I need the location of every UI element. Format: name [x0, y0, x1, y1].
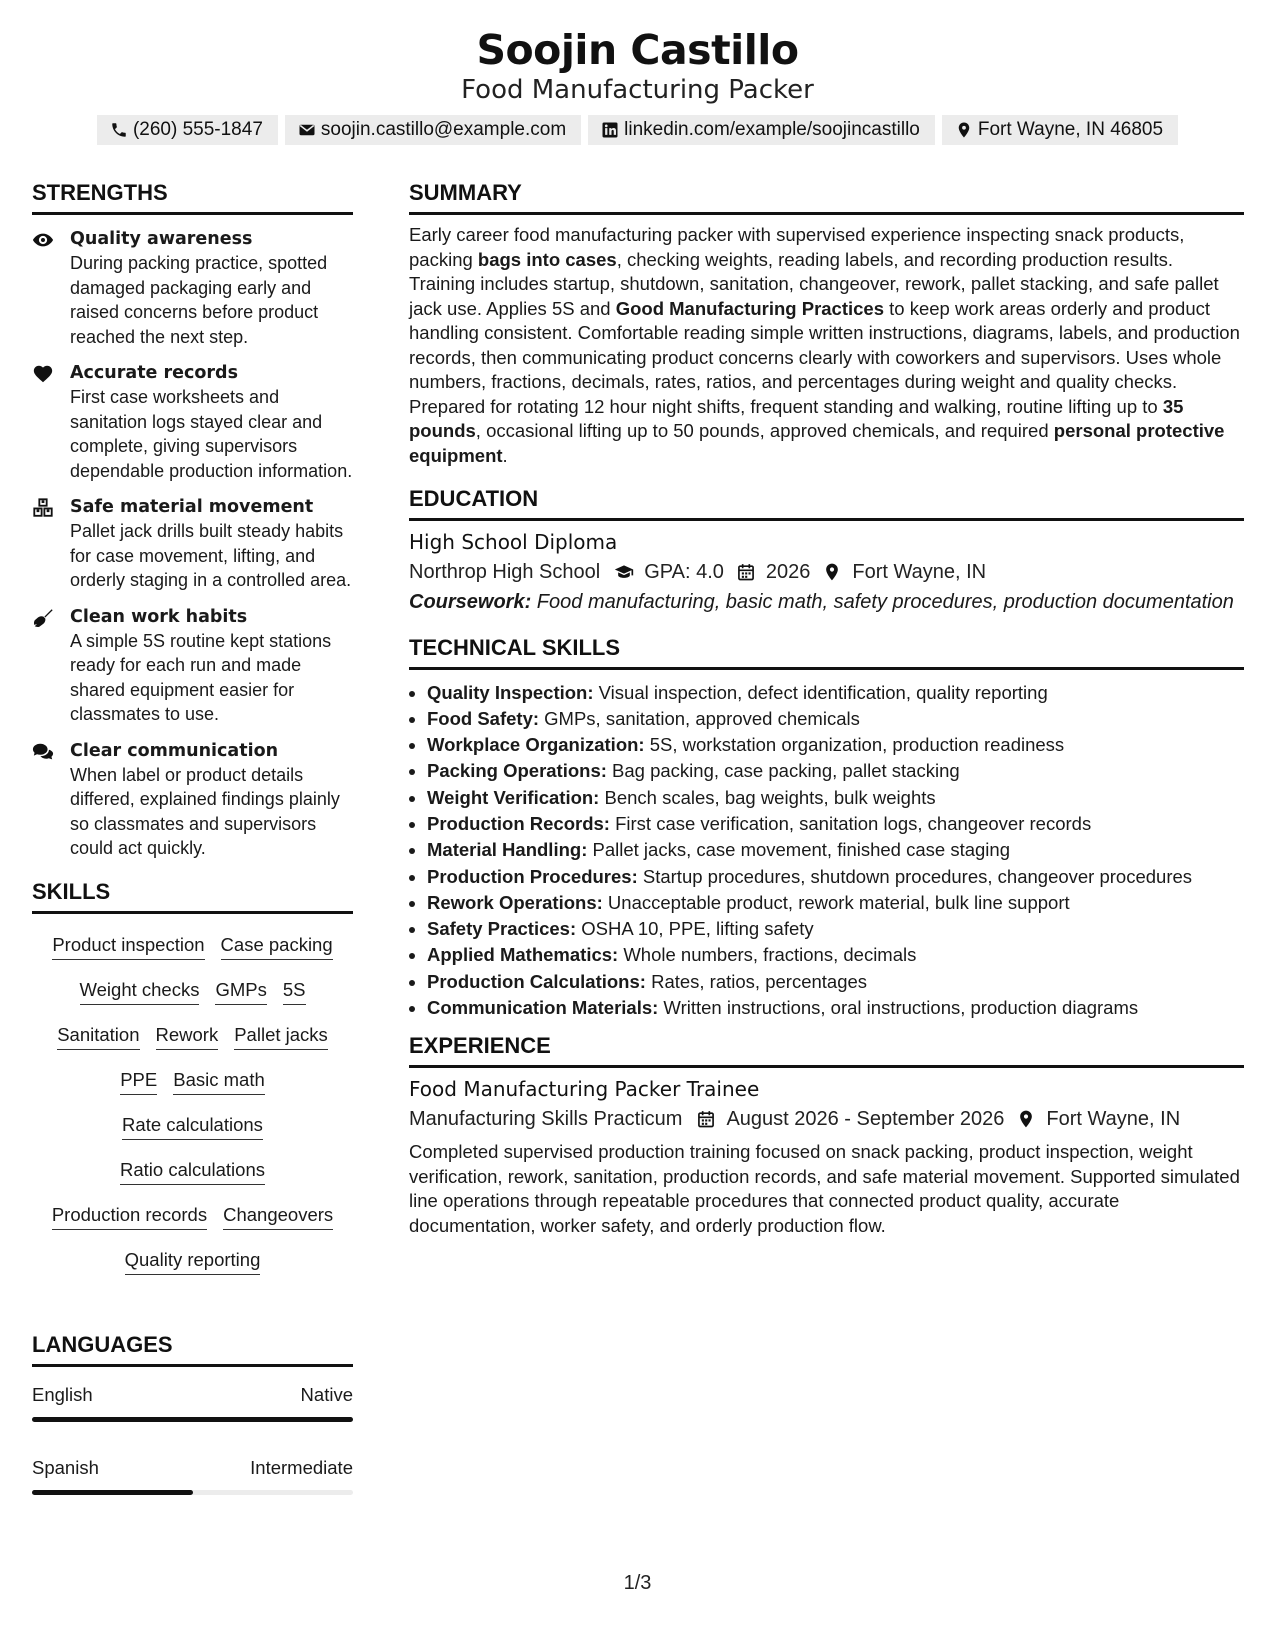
skills-row	[32, 1059, 353, 1104]
skills-list	[32, 924, 353, 1284]
technical-skill-value: Bench scales, bag weights, bulk weights	[599, 786, 936, 808]
summary-emphasis: bags into cases	[477, 248, 617, 270]
technical-skill-item	[427, 942, 1244, 968]
technical-skill-value: Written instructions, oral instructions, production diagrams	[658, 997, 1139, 1019]
language-bar-fill	[32, 1490, 193, 1495]
technical-skill-item	[427, 785, 1244, 811]
summary-run: .	[502, 444, 508, 466]
skill-tag: Quality reporting	[125, 1248, 261, 1275]
languages-heading: LANGUAGES	[32, 1332, 353, 1367]
school-name: Northrop High School	[409, 561, 601, 583]
strength-item	[32, 605, 353, 727]
language-level: Intermediate	[250, 1456, 353, 1478]
strengths-heading: STRENGTHS	[32, 180, 353, 215]
heart-icon	[32, 363, 54, 385]
language-item	[32, 1456, 353, 1495]
technical-skill-item	[427, 706, 1244, 732]
technical-skill-value: Whole numbers, fractions, decimals	[618, 944, 917, 966]
technical-skill-item	[427, 811, 1244, 837]
phone-icon	[110, 121, 128, 139]
technical-skill-value: OSHA 10, PPE, lifting safety	[576, 918, 814, 940]
technical-skill-value: Rates, ratios, percentages	[645, 970, 868, 992]
eye-icon	[32, 229, 54, 251]
technical-skill-value: Pallet jacks, case movement, finished case staging	[587, 839, 1010, 861]
skill-tag: Case packing	[221, 933, 333, 960]
skill-tag: Sanitation	[57, 1023, 139, 1050]
technical-skill-item	[427, 837, 1244, 863]
contact-text: Fort Wayne, IN 46805	[977, 119, 1164, 140]
page-number: 1/3	[623, 1572, 652, 1594]
map-pin-icon	[822, 562, 842, 582]
summary-run: Early career food manufacturing packer with supervised experience inspecting snack products, packing	[409, 224, 1185, 270]
strength-title: Safe material movement	[70, 497, 314, 517]
skills-row	[32, 1104, 353, 1149]
broom-icon	[32, 607, 54, 629]
strength-item	[32, 739, 353, 861]
technical-skill-value: Bag packing, case packing, pallet stacking	[606, 760, 960, 782]
technical-skill-label: Production Records:	[427, 812, 610, 834]
calendar-icon	[696, 1109, 716, 1129]
coursework	[409, 590, 1244, 615]
summary-run: , checking weights, reading labels, and recording production results. Training includes startup, shutdown, sanitation, changeover, rework, pallet stacking, and safe pallet jack use. Applies 5S and	[409, 248, 1219, 319]
technical-skill-label: Rework Operations:	[427, 891, 603, 913]
technical-skill-label: Communication Materials:	[427, 997, 659, 1019]
technical-skill-item	[427, 680, 1244, 706]
skills-row	[32, 969, 353, 1014]
comments-icon	[32, 741, 54, 763]
skill-tag: 5S	[283, 978, 306, 1005]
skills-row	[32, 1149, 353, 1194]
technical-skill-label: Workplace Organization:	[427, 734, 645, 756]
technical-skill-label: Weight Verification:	[427, 786, 600, 808]
candidate-role: Food Manufacturing Packer	[461, 75, 814, 105]
summary-emphasis: personal protective equipment	[409, 420, 1225, 466]
gpa: GPA: 4.0	[644, 561, 724, 583]
technical-skill-item	[427, 916, 1244, 942]
strength-title: Clear communication	[70, 740, 279, 761]
strength-desc: During packing practice, spotted damaged packaging early and raised concerns before product reached the next step.	[70, 253, 328, 347]
skill-tag: Production records	[52, 1203, 207, 1230]
strength-title: Clean work habits	[70, 606, 248, 627]
job-description: Completed supervised production training focused on snack packing, product inspection, weight verification, rework, sanitation, production records, and safe material movement. Supported simulated line operations through repeatable procedures that connected product quality, accurate documentation, worker safety, and orderly production flow.	[409, 1141, 1240, 1236]
summary-run: , occasional lifting up to 50 pounds, approved chemicals, and required	[475, 420, 1054, 441]
right-column	[409, 180, 1244, 1238]
contact-location	[942, 115, 1178, 145]
technical-skill-value: GMPs, sanitation, approved chemicals	[539, 707, 860, 729]
strength-desc: When label or product details differed, explained findings plainly so classmates and supervisors could act quickly.	[70, 764, 340, 858]
skills-row	[32, 924, 353, 969]
skill-tag: Weight checks	[80, 978, 200, 1005]
technical-skill-label: Applied Mathematics:	[427, 944, 619, 966]
technical-skill-value: Startup procedures, shutdown procedures, changeover procedures	[637, 865, 1193, 887]
skill-tag: Ratio calculations	[120, 1158, 265, 1185]
summary-run: to keep work areas orderly and product handling consistent. Comfortable reading simple written instructions, diagrams, labels, and production records, then communicating product concerns clearly with coworkers and supervisors. Uses whole numbers, fractions, decimals, rates, ratios, and percentages during weight and quality checks. Prepared for rotating 12 hour night shifts, frequent standing and walking, routine lifting up to	[409, 297, 1240, 417]
contact-email[interactable]	[285, 115, 581, 145]
skill-tag: Basic math	[173, 1068, 265, 1095]
language-bar	[32, 1490, 353, 1495]
technical-skill-label: Food Safety:	[427, 707, 540, 729]
summary-text	[409, 223, 1244, 468]
graduation-year: 2026	[765, 561, 811, 583]
school-location: Fort Wayne, IN	[852, 561, 987, 583]
strength-item	[32, 227, 353, 349]
skill-tag: Product inspection	[52, 933, 204, 960]
language-name: English	[32, 1383, 93, 1405]
skills-row	[32, 1194, 353, 1239]
strength-desc: A simple 5S routine kept stations ready for each run and made shared equipment easier for classmates to use.	[70, 630, 332, 724]
coursework-text: Food manufacturing, basic math, safety procedures, production documentation	[531, 591, 1234, 613]
technical-skill-label: Quality Inspection:	[427, 681, 594, 703]
organization: Manufacturing Skills Practicum	[409, 1108, 683, 1131]
summary-heading: SUMMARY	[409, 180, 1244, 215]
technical-skill-item	[427, 758, 1244, 784]
strength-item	[32, 495, 353, 593]
skills-row	[32, 1239, 353, 1284]
skills-row	[32, 1014, 353, 1059]
contact-bar	[0, 115, 1275, 145]
technical-skills-list	[409, 680, 1244, 1022]
map-pin-icon	[1016, 1109, 1036, 1129]
experience-heading: EXPERIENCE	[409, 1033, 1244, 1068]
strength-desc: Pallet jack drills built steady habits for case movement, lifting, and orderly staging in a controlled area.	[70, 521, 352, 590]
contact-linkedin[interactable]	[588, 115, 935, 145]
graduation-cap-icon	[614, 562, 634, 582]
skill-tag: Rework	[156, 1023, 219, 1050]
strength-title: Accurate records	[70, 363, 238, 383]
contact-text: (260) 555-1847	[132, 119, 263, 140]
coursework-label: Coursework:	[409, 591, 532, 613]
technical-skill-value: First case verification, sanitation logs, changeover records	[609, 812, 1092, 834]
envelope-icon	[298, 121, 316, 139]
technical-skill-label: Material Handling:	[427, 839, 588, 861]
technical-skill-value: Unacceptable product, rework material, bulk line support	[602, 891, 1070, 913]
technical-skill-value: 5S, workstation organization, production readiness	[644, 734, 1065, 756]
job-dates: August 2026 - September 2026	[726, 1108, 1005, 1131]
strength-title: Quality awareness	[70, 229, 253, 249]
summary-emphasis: 35 pounds	[409, 395, 1184, 441]
candidate-name: Soojin Castillo	[476, 26, 799, 74]
technical-skills-heading: TECHNICAL SKILLS	[409, 635, 1244, 670]
skill-tag: Rate calculations	[122, 1113, 263, 1140]
language-item	[32, 1383, 353, 1422]
skills-heading: SKILLS	[32, 879, 353, 914]
technical-skill-value: Visual inspection, defect identification, quality reporting	[593, 681, 1048, 703]
education-meta	[409, 558, 1244, 586]
language-level: Native	[300, 1383, 353, 1405]
resume-header	[0, 0, 1275, 145]
technical-skill-item	[427, 969, 1244, 995]
education-heading: EDUCATION	[409, 486, 1244, 521]
technical-skill-item	[427, 864, 1244, 890]
strength-desc: First case worksheets and sanitation logs stayed clear and complete, giving supervisors dependable production information.	[70, 387, 353, 481]
contact-phone[interactable]	[97, 115, 278, 145]
technical-skill-label: Production Procedures:	[427, 865, 638, 887]
experience-meta	[409, 1105, 1244, 1133]
technical-skill-item	[427, 890, 1244, 916]
contact-text: linkedin.com/example/soojincastillo	[624, 119, 920, 140]
technical-skill-label: Safety Practices:	[427, 918, 577, 940]
left-column	[32, 180, 353, 1495]
linkedin-icon	[601, 121, 619, 139]
skill-tag: Changeovers	[223, 1203, 333, 1230]
summary-emphasis: Good Manufacturing Practices	[615, 297, 885, 319]
degree-title: High School Diploma	[409, 530, 618, 554]
skill-tag: GMPs	[215, 978, 266, 1005]
language-bar	[32, 1417, 353, 1422]
map-pin-icon	[955, 121, 973, 139]
language-bar-fill	[32, 1417, 353, 1422]
strength-item	[32, 361, 353, 483]
technical-skill-label: Production Calculations:	[427, 970, 646, 992]
calendar-icon	[736, 562, 756, 582]
job-title: Food Manufacturing Packer Trainee	[409, 1077, 760, 1102]
boxes-icon	[32, 497, 54, 519]
job-location: Fort Wayne, IN	[1046, 1108, 1181, 1131]
technical-skill-label: Packing Operations:	[427, 760, 607, 782]
language-name: Spanish	[32, 1456, 99, 1478]
skill-tag: PPE	[120, 1068, 157, 1095]
technical-skill-item	[427, 732, 1244, 758]
technical-skill-item	[427, 995, 1244, 1021]
skill-tag: Pallet jacks	[234, 1023, 328, 1050]
contact-text: soojin.castillo@example.com	[320, 119, 567, 140]
